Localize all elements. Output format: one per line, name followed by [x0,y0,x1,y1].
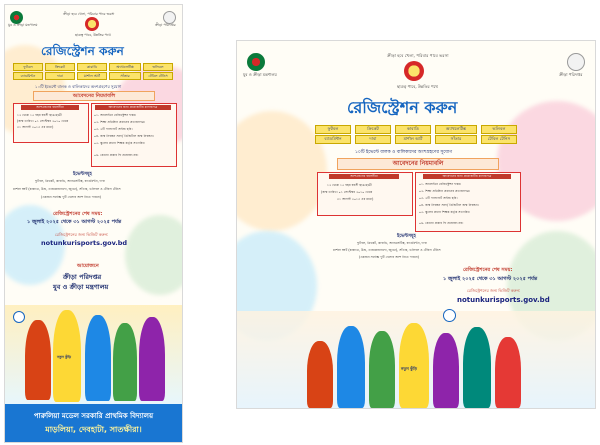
eligibility-line: ৩১ আগস্ট ২০১৩ এর মধ্যে) [17,125,54,129]
deadline-dates: ১ জুলাই ২০২৫ থেকে ৩১ আগস্ট ২০২৫ পর্যন্ত [443,276,538,282]
poster-vertical [4,4,183,443]
sport-pill: মার্শাল আর্ট [77,72,107,80]
organizer-ministry: যুব ও ক্রীড়া মন্ত্রণালয় [53,283,109,291]
sport-pill: ব্যাডমিন্টন [315,135,351,144]
website-url[interactable]: notunkurisports.gov.bd [41,239,128,247]
jersey-text: নতুন কুঁড়ি [57,355,71,359]
poster-landscape [236,40,596,409]
sport-pill: ক্রিকেট [355,125,391,134]
age-opportunity-line: ১০টি ইভেন্টে বালক ও বালিকাদের অংশগ্রহণের সুযোগ [35,84,122,89]
document-line: ০৫. স্কুলের প্রধান শিক্ষক কর্তৃক সত্যায়িত [94,141,145,145]
sport-pill: ভলিবল [143,63,173,71]
sport-pill: অ্যাথলেটিক্স [109,63,141,71]
rules-heading: আবেদনের নিয়মাবলি [337,158,499,170]
sport-pill: ফুটবল [13,63,43,71]
program-logo [404,61,424,81]
document-line: ০৩. ২টি পাসপোর্ট সাইজ ছবি। [94,127,133,131]
documents-heading: আবেদনের জন্য প্রয়োজনীয় কাগজপত্র [423,174,511,179]
jersey-text: নতুন কুঁড়ি [401,366,417,371]
tagline: ক্রীড়া হবে খেলা, পরিবার পাবে ভরসা [63,12,115,16]
school-banner [5,404,182,442]
document-line: ০৩. ২টি পাসপোর্ট সাইজ ছবি। [419,196,458,200]
tagline: ক্রীড়া হবে খেলা, পরিবার পাবে ভরসা [387,53,449,58]
eligibility-line: ৩১ আগস্ট ২০১৩ এর মধ্যে) [337,197,374,201]
events-line: মার্শাল আর্ট (কারাতে, উশু, তায়কোয়ানদো, জুডো), সাঁতার, ভলিবল ও টেবিল টেনিস [333,248,441,252]
events-line: ফুটবল, ক্রিকেট, কাবাডি, অ্যাথলেটিক্স, ব্যাডমিন্টন, দাবা [35,179,105,183]
sport-pill: ক্রিকেট [45,63,75,71]
program-logo-caption: ছাত্রত্ব পাবে, উন্নতির পথে [75,33,111,37]
age-opportunity-line: ১০টি ইভেন্টে বালক ও বালিকাদের অংশগ্রহণের সুযোগ [355,150,453,155]
events-line: ফুটবল, ক্রিকেট, কাবাডি, অ্যাথলেটিক্স, ব্যাডমিন্টন, দাবা [357,241,427,245]
athlete-figure [463,327,491,408]
document-line: ০৬. কোনো প্রকার ফি প্রযোজ্য নয়। [94,153,139,157]
document-line: ০২. শিক্ষা প্রতিষ্ঠান প্রধানের প্রত্যয়নপত্র। [419,189,471,193]
school-name: পারুলিয়া মডেল সরকারি প্রাথমিক বিদ্যালয় [33,412,154,420]
page-title: রেজিস্ট্রেশন করুন [41,44,124,58]
sports-directorate-logo [567,53,585,71]
ministry-label: যুব ও ক্রীড়া মন্ত্রণালয় [8,23,38,27]
athlete-figure [307,341,333,408]
events-note: (একজন সর্বোচ্চ দুটি খেলায় অংশ নিতে পারবে) [359,255,419,259]
athlete-figure [25,320,51,400]
athlete-figure [85,315,111,401]
athlete-figure [495,337,521,408]
document-line: ০৪. জন্ম নিবন্ধন সনদ/ ডিজিটাল জন্ম নিবন্ধন। [419,203,479,207]
sport-pill: ভলিবল [481,125,517,134]
athlete-figure [337,326,365,408]
sport-pill: দাবা [355,135,391,144]
eligibility-heading: অংশগ্রহণের বয়সসীমা [21,105,79,110]
athlete-figure [139,317,165,401]
sport-pill: ফুটবল [315,125,351,134]
events-note: (একজন সর্বোচ্চ দুটি খেলায় অংশ নিতে পারবে) [41,195,101,199]
sport-pill: টেবিল টেনিস [143,72,173,80]
events-line: মার্শাল আর্ট (কারাতে, উশু, তায়কোয়ানদো, জুডো), সাঁতার, ভলিবল ও টেবিল টেনিস [13,187,121,191]
sport-pill: সাঁতার [435,135,477,144]
sport-pill: ব্যাডমিন্টন [13,72,43,80]
athlete-figure [369,331,395,408]
sport-pill: দাবা [45,72,75,80]
page-title: রেজিস্ট্রেশন করুন [347,98,458,117]
eligibility-line: (জন্ম তারিখ: ০১ সেপ্টেম্বর ২০১০ থেকে [321,190,373,194]
school-address: মাড়লিয়া, দেবহাটা, সাতক্ষীরা। [45,425,142,434]
bangladesh-govt-logo [247,53,265,71]
deadline-dates: ১ জুলাই ২০২৫ থেকে ৩১ আগস্ট ২০২৫ পর্যন্ত [27,219,122,225]
sport-pill: কাবাডি [77,63,107,71]
rules-heading: আবেদনের নিয়মাবলি [33,91,155,101]
ministry-label: যুব ও ক্রীড়া মন্ত্রণালয় [243,72,277,77]
deadline-label: রেজিস্ট্রেশনের শেষ সময়: [463,267,513,273]
eligibility-line: ১২ থেকে ১৫ বছর বয়সী ছাত্র-ছাত্রী [327,183,372,187]
documents-heading: আবেদনের জন্য প্রয়োজনীয় কাগজপত্র [95,105,171,110]
eligibility-line: ১২ থেকে ১৫ বছর বয়সী ছাত্র-ছাত্রী [17,113,62,117]
sport-pill: মার্শাল আর্ট [395,135,431,144]
document-line: ০৫. স্কুলের প্রধান শিক্ষক কর্তৃক সত্যায়িত [419,210,470,214]
website-url[interactable]: notunkurisports.gov.bd [457,296,550,304]
website-label: রেজিস্ট্রেশনের জন্য ভিজিট করুন: [467,288,521,293]
volleyball-icon [13,311,25,323]
sport-pill: অ্যাথলেটিক্স [435,125,477,134]
document-line: ০৬. কোনো প্রকার ফি প্রযোজ্য নয়। [419,221,464,225]
eligibility-line: (জন্ম তারিখ: ০১ সেপ্টেম্বর ২০১০ থেকে [17,119,69,123]
deadline-label: রেজিস্ট্রেশনের শেষ সময়: [53,211,103,217]
athlete-figure [433,333,459,408]
splash-decoration [236,111,327,231]
program-logo [85,17,99,31]
events-heading: ইভেন্টসমূহ [73,172,92,177]
sport-pill: সাঁতার [109,72,141,80]
splash-decoration [125,215,183,295]
directorate-label: ক্রীড়া পরিদপ্তর [559,72,583,77]
directorate-label: ক্রীড়া পরিদপ্তর [155,23,176,27]
document-line: ০৪. জন্ম নিবন্ধন সনদ/ ডিজিটাল জন্ম নিবন্ধন। [94,134,154,138]
program-logo-caption: ছাত্রত্ব পাবে, উন্নতির পথে [397,84,438,89]
document-line: ০২. শিক্ষা প্রতিষ্ঠান প্রধানের প্রত্যয়নপত্র। [94,120,146,124]
website-label: রেজিস্ট্রেশনের জন্য ভিজিট করুন: [55,232,109,237]
document-line: ০১. অনলাইনে রেজিস্ট্রেশন ফরম। [419,182,462,186]
volleyball-icon [443,309,456,322]
eligibility-heading: অংশগ্রহণের বয়সসীমা [329,174,399,179]
organizer-intro: আয়োজনে [77,263,99,269]
organizer-name: ক্রীড়া পরিদপ্তর [63,273,102,281]
document-line: ০১. অনলাইনে রেজিস্ট্রেশন ফরম। [94,113,137,117]
events-heading: ইভেন্টসমূহ [397,234,416,239]
sport-pill: টেবিল টেনিস [481,135,517,144]
sport-pill: কাবাডি [395,125,431,134]
athlete-figure [113,323,137,401]
